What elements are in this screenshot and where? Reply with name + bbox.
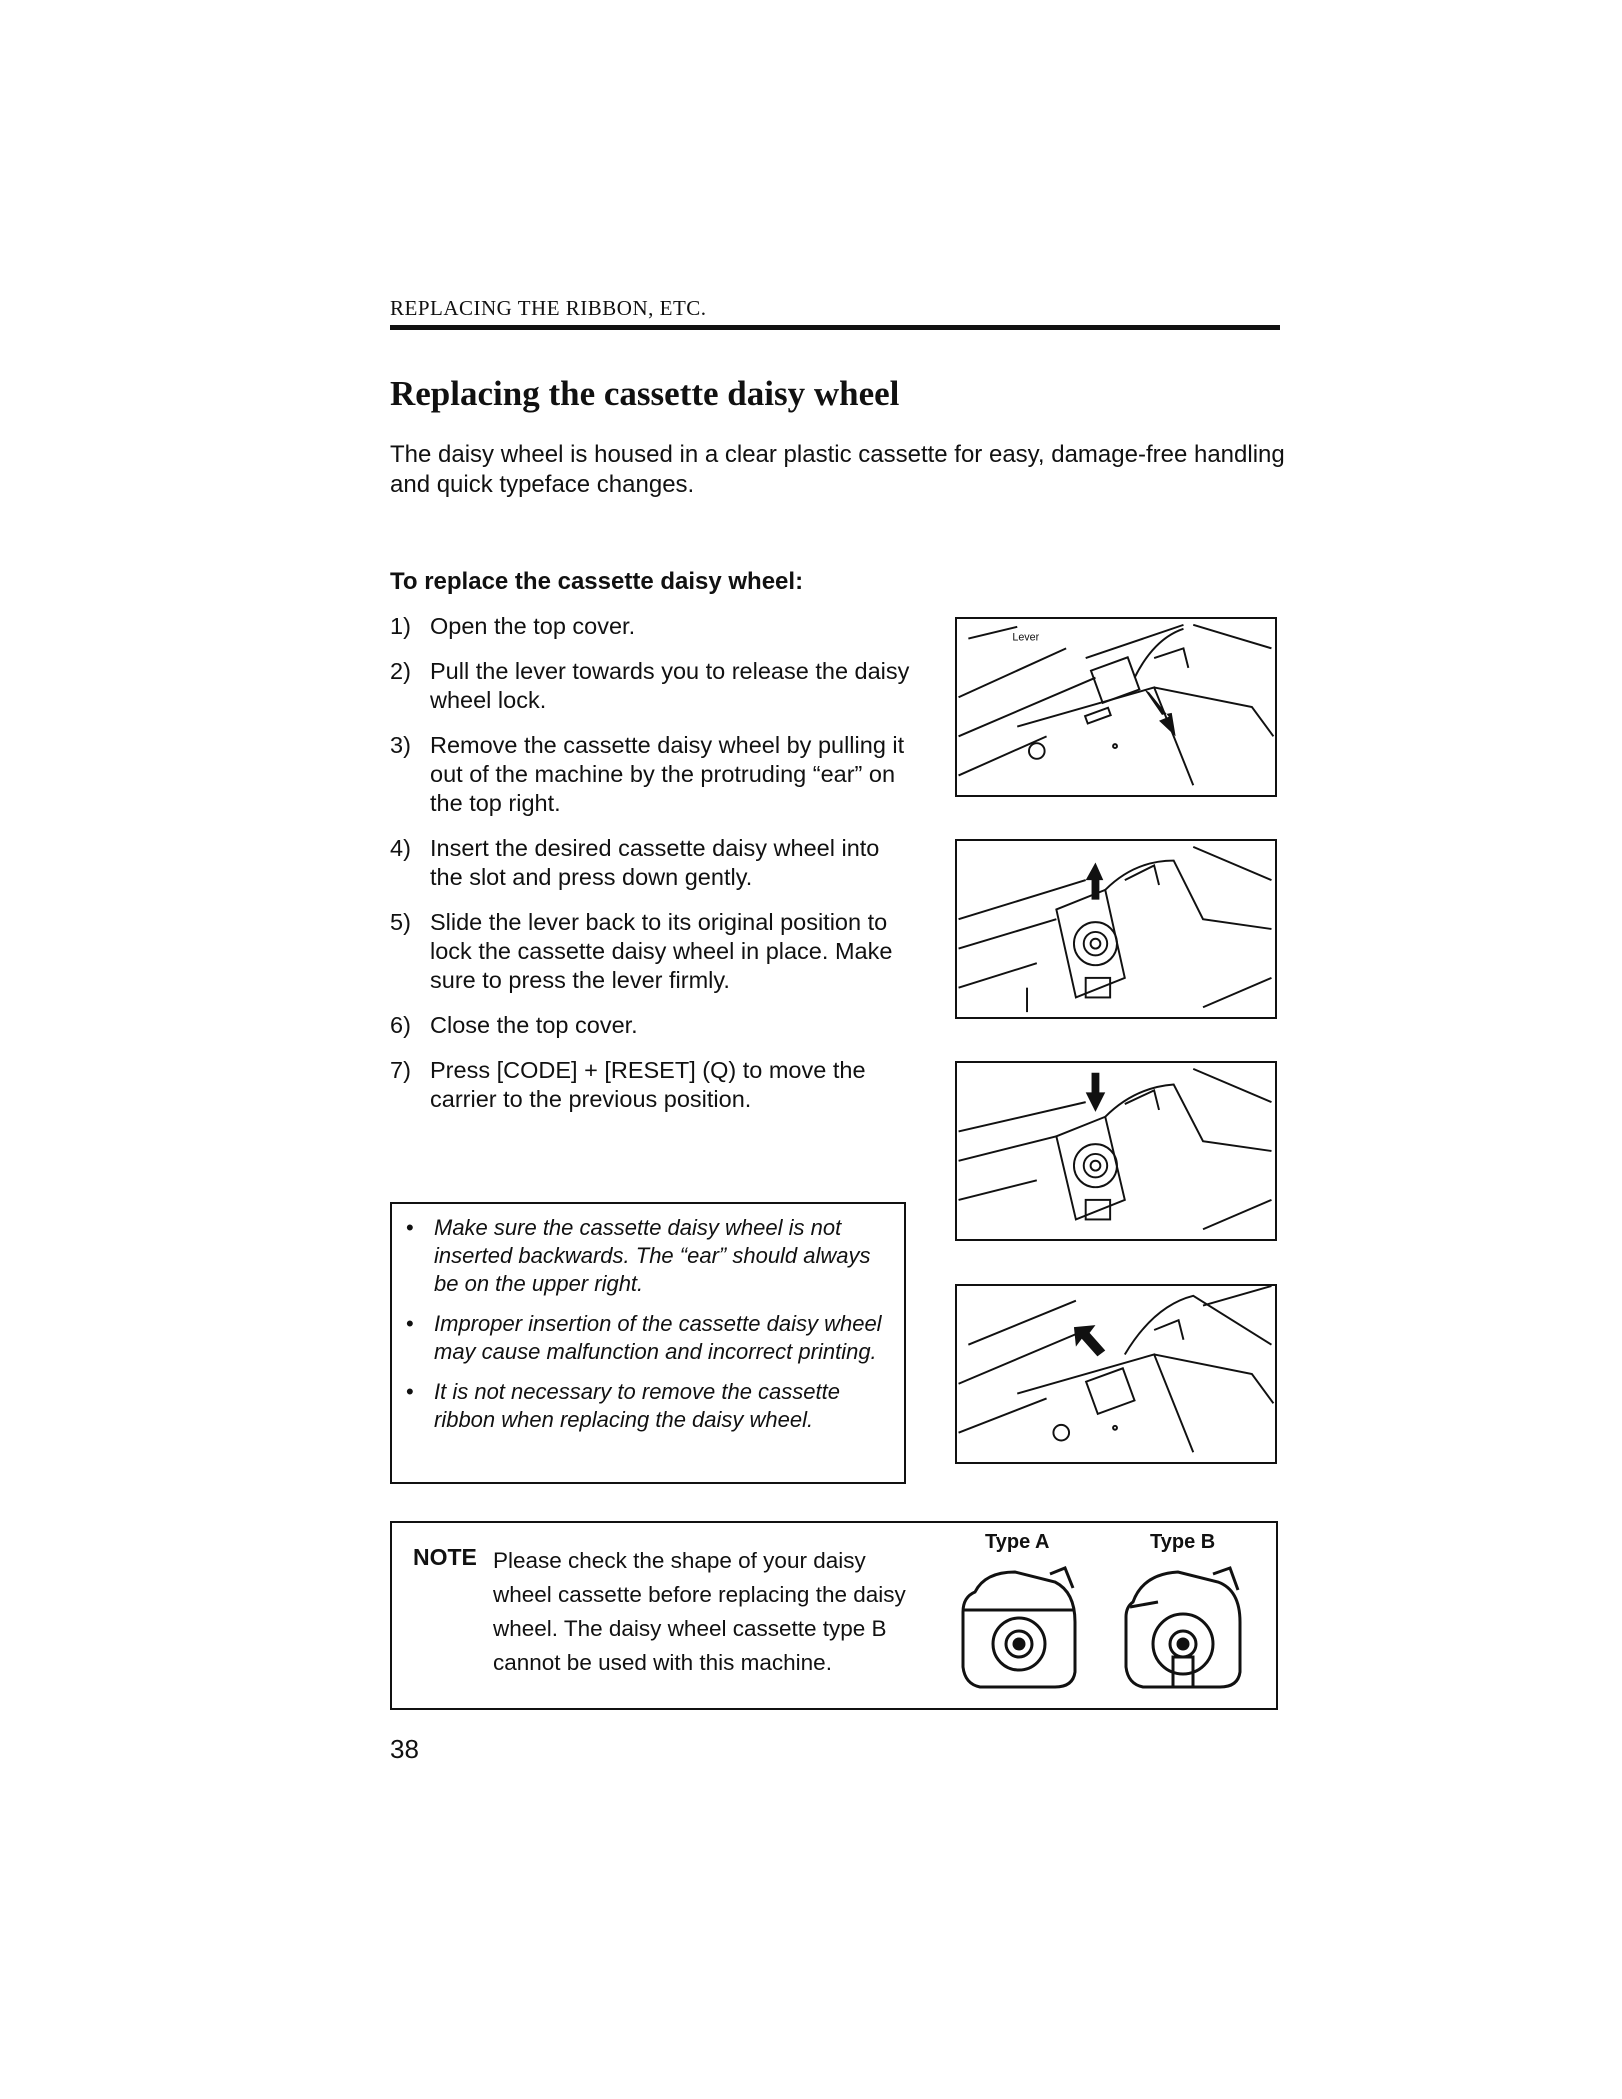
step-item: 3) Remove the cassette daisy wheel by pulling it out of the machine by the protruding “ear” on the top right. xyxy=(390,732,905,816)
figure-lock-lever xyxy=(955,1284,1277,1464)
step-item: 5) Slide the lever back to its original position to lock the cassette daisy wheel in place. Make sure to press the lever firmly. xyxy=(390,909,893,993)
figure-release-lever xyxy=(955,617,1277,797)
step-item: 7) Press [CODE] + [RESET] (Q) to move the carrier to the previous position. xyxy=(390,1057,866,1112)
step-item: 2) Pull the lever towards you to release the daisy wheel lock. xyxy=(390,658,910,713)
procedure-heading: To replace the cassette daisy wheel: xyxy=(390,568,804,595)
step-item: 6) Close the top cover. xyxy=(390,1012,638,1038)
lock-lever-illustration xyxy=(957,1286,1275,1462)
remove-cassette-illustration xyxy=(957,841,1275,1017)
note-text: Please check the shape of your daisy wheel cassette before replacing the daisy wheel. The daisy wheel cassette type B cannot be used with this machine. xyxy=(493,1548,906,1675)
intro-paragraph: The daisy wheel is housed in a clear plastic cassette for easy, damage-free handling and quick typeface changes. xyxy=(390,441,1285,498)
caution-item: • Improper insertion of the cassette daisy wheel may cause malfunction and incorrect printing. xyxy=(402,1310,894,1366)
figure-remove-cassette xyxy=(955,839,1277,1019)
lever-label: Lever xyxy=(1012,631,1040,644)
figure-insert-cassette xyxy=(955,1061,1277,1241)
type-b-cassette-icon xyxy=(1118,1562,1248,1692)
step-list xyxy=(390,612,910,1130)
insert-cassette-illustration xyxy=(957,1063,1275,1239)
step-item: 4) Insert the desired cassette daisy wheel into the slot and press down gently. xyxy=(390,835,880,890)
release-lever-illustration xyxy=(957,619,1275,795)
caution-box xyxy=(390,1202,906,1484)
caution-item: • It is not necessary to remove the cassette ribbon when replacing the daisy wheel. xyxy=(402,1378,894,1434)
type-b-label: Type B xyxy=(1150,1531,1216,1553)
note-label: NOTE xyxy=(413,1544,477,1570)
caution-item: • Make sure the cassette daisy wheel is not inserted backwards. The “ear” should always be on the upper right. xyxy=(402,1214,894,1298)
header-rule xyxy=(390,325,1280,330)
step-item: 1) Open the top cover. xyxy=(390,613,636,639)
section-header: REPLACING THE RIBBON, ETC. xyxy=(390,296,707,320)
page-number: 38 xyxy=(390,1734,419,1764)
type-a-label: Type A xyxy=(985,1531,1050,1553)
page-title: Replacing the cassette daisy wheel xyxy=(390,374,900,413)
type-a-cassette-icon xyxy=(955,1562,1085,1692)
